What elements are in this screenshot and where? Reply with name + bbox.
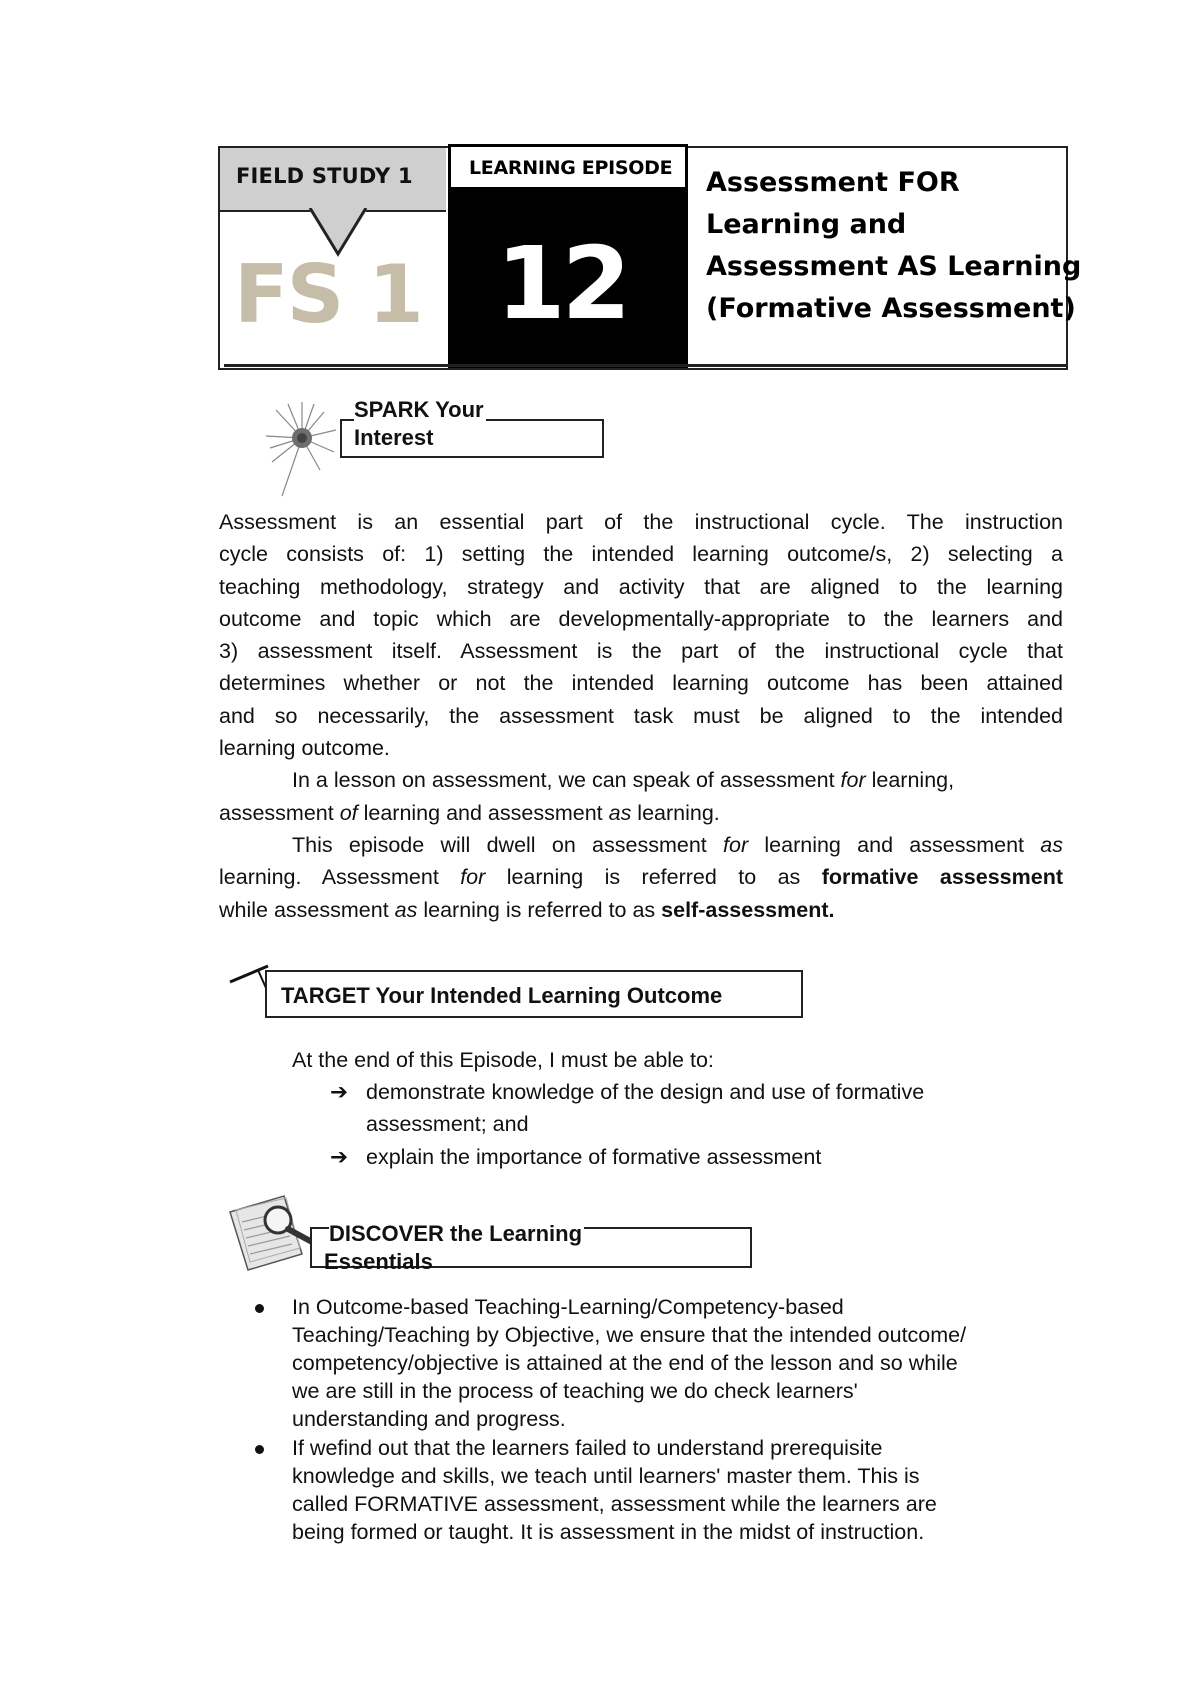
intro-line: 3) assessment itself. Assessment is the part of the instructional cycle that xyxy=(219,639,1063,664)
title-line: Learning and xyxy=(706,209,907,240)
intro-line: and so necessarily, the assessment task must be aligned to the intended xyxy=(219,703,1063,728)
episode-number: 12 xyxy=(496,225,628,342)
intro-line: cycle consists of: 1) setting the intended learning outcome/s, 2) selecting a xyxy=(219,542,1063,567)
intro-line: learning outcome. xyxy=(219,736,390,761)
header-shadow xyxy=(224,364,1068,367)
arrow-bullet-icon: ➔ xyxy=(330,1080,349,1104)
discover-label-line2: Essentials xyxy=(324,1249,433,1274)
field-study-tab xyxy=(220,148,446,212)
magnifier-document-icon xyxy=(226,1192,322,1272)
spark-label-line1: SPARK Your xyxy=(354,397,484,422)
bullet-dot xyxy=(255,1445,264,1454)
intro-paragraph-3-line1: This episode will dwell on assessment for learning and assessment as xyxy=(292,832,1064,857)
target-item: demonstrate knowledge of the design and use of formative assessment; and xyxy=(366,1080,925,1137)
target-label: TARGET Your Intended Learning Outcome xyxy=(281,983,723,1008)
episode-title xyxy=(706,162,1082,330)
episode-label: LEARNING EPISODE xyxy=(469,157,673,179)
title-line: Assessment AS Learning xyxy=(706,251,1082,282)
spark-label-line2: Interest xyxy=(354,425,434,450)
target-intro: At the end of this Episode, I must be able to: xyxy=(292,1048,714,1072)
discover-bullet: If wefind out that the learners failed to understand prerequisite knowledge and skills, we teach until learners' master them. This is called FORMATIVE assessment, assessment while the learners are being formed or taught. It is assessment in the midst of instruction. xyxy=(292,1436,937,1544)
intro-line: Assessment is an essential part of the instructional cycle. The instruction xyxy=(219,510,1063,534)
episode-header xyxy=(218,146,1082,370)
intro-line: determines whether or not the intended learning outcome has been attained xyxy=(219,671,1063,696)
intro-paragraph-2-line2: assessment of learning and assessment as learning. xyxy=(219,800,720,825)
title-line: (Formative Assessment) xyxy=(706,293,1076,324)
arrow-bullet-icon: ➔ xyxy=(330,1145,349,1169)
target-label-box xyxy=(265,970,803,1018)
discover-bullet: In Outcome-based Teaching-Learning/Competency-based Teaching/Teaching by Objective, we ensure that the intended outcome/ competency/objective is attained at the end of the lesson and so while we are still in the process of teaching we do check learners' understanding and progress. xyxy=(292,1295,967,1431)
intro-paragraph-3-line3: while assessment as learning is referred to as self-assessment. xyxy=(219,897,835,922)
episode-label-box xyxy=(448,144,688,190)
intro-paragraph-3-line2: learning. Assessment for learning is referred to as formative assessment xyxy=(219,865,1063,890)
sparkle-icon xyxy=(262,400,338,500)
field-study-panel xyxy=(220,148,450,368)
intro-line: teaching methodology, strategy and activity that are aligned to the learning xyxy=(219,574,1063,599)
field-study-label: FIELD STUDY 1 xyxy=(236,164,413,188)
target-item: explain the importance of formative assessment xyxy=(366,1145,822,1169)
intro-text xyxy=(219,506,1063,926)
title-line: Assessment FOR xyxy=(706,167,960,198)
intro-line: outcome and topic which are developmentally-appropriate to the learners and xyxy=(219,606,1063,631)
bullet-dot xyxy=(255,1304,264,1313)
intro-paragraph-2-line1: In a lesson on assessment, we can speak of assessment for learning, xyxy=(292,768,955,793)
fs-mark: FS 1 xyxy=(234,248,422,341)
discover-label-line1: DISCOVER the Learning xyxy=(329,1221,583,1246)
